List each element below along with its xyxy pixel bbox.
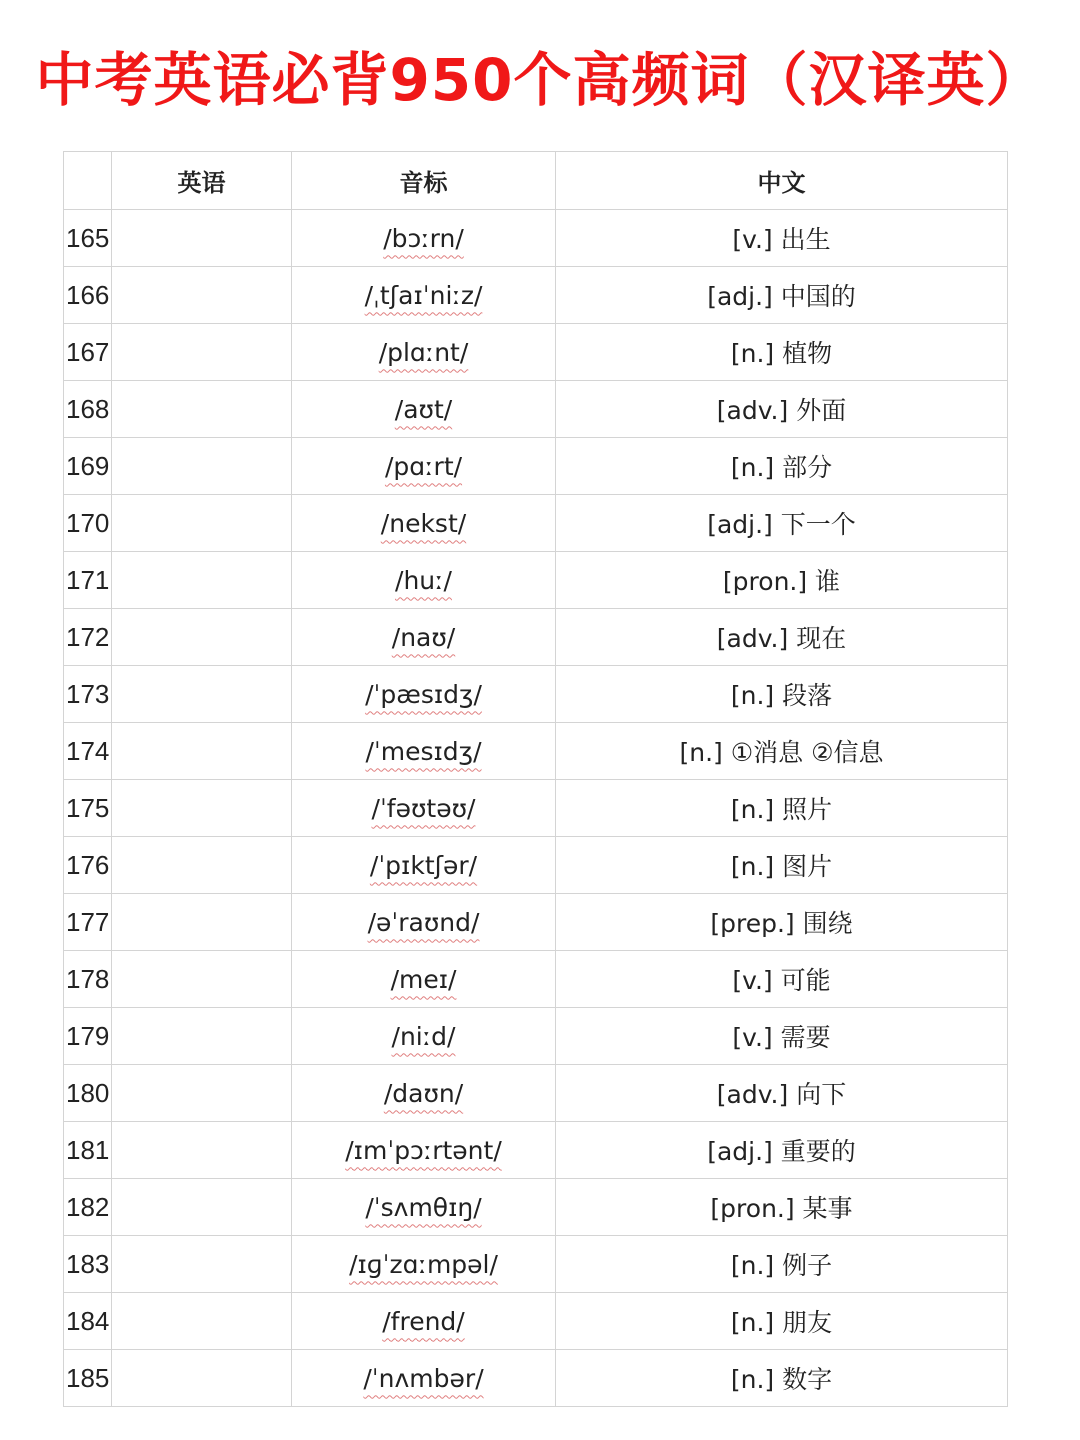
english-word-cell bbox=[112, 894, 292, 951]
phonetic-text: /nekst/ bbox=[380, 508, 467, 538]
chinese-meaning-cell bbox=[556, 1122, 1008, 1179]
phonetic-text: /pɑːrt/ bbox=[384, 451, 463, 481]
chinese-meaning-text: [v.] 出生 bbox=[732, 225, 831, 254]
phonetic-text: /daʊn/ bbox=[383, 1078, 464, 1108]
english-word-cell bbox=[112, 666, 292, 723]
phonetic-cell bbox=[292, 552, 556, 609]
chinese-meaning-text: [adj.] 中国的 bbox=[707, 282, 856, 311]
chinese-meaning-text: [adv.] 向下 bbox=[716, 1080, 847, 1109]
phonetic-cell bbox=[292, 666, 556, 723]
english-word-cell bbox=[112, 723, 292, 780]
row-number: 182 bbox=[64, 1179, 112, 1236]
phonetic-cell bbox=[292, 894, 556, 951]
table-row bbox=[64, 837, 1008, 894]
table-row bbox=[64, 552, 1008, 609]
phonetic-cell bbox=[292, 609, 556, 666]
row-number: 180 bbox=[64, 1065, 112, 1122]
row-number: 173 bbox=[64, 666, 112, 723]
english-word-cell bbox=[112, 1179, 292, 1236]
phonetic-cell bbox=[292, 1293, 556, 1350]
chinese-meaning-cell bbox=[556, 1293, 1008, 1350]
chinese-meaning-text: [prep.] 围绕 bbox=[710, 909, 853, 938]
phonetic-text: /ɪmˈpɔːrtənt/ bbox=[345, 1135, 502, 1165]
table-row bbox=[64, 1122, 1008, 1179]
phonetic-text: /ˈfəʊtəʊ/ bbox=[371, 793, 476, 823]
phonetic-text: /meɪ/ bbox=[390, 964, 457, 994]
phonetic-cell bbox=[292, 381, 556, 438]
phonetic-cell bbox=[292, 723, 556, 780]
row-number: 169 bbox=[64, 438, 112, 495]
english-word-cell bbox=[112, 1293, 292, 1350]
english-word-cell bbox=[112, 609, 292, 666]
row-number: 171 bbox=[64, 552, 112, 609]
chinese-meaning-cell bbox=[556, 1008, 1008, 1065]
chinese-meaning-cell bbox=[556, 666, 1008, 723]
chinese-meaning-cell bbox=[556, 210, 1008, 267]
chinese-meaning-text: [pron.] 某事 bbox=[710, 1194, 853, 1223]
chinese-meaning-cell bbox=[556, 552, 1008, 609]
table-row bbox=[64, 210, 1008, 267]
row-number: 166 bbox=[64, 267, 112, 324]
table-row bbox=[64, 1293, 1008, 1350]
header-number bbox=[64, 152, 112, 210]
table-row bbox=[64, 666, 1008, 723]
english-word-cell bbox=[112, 837, 292, 894]
phonetic-cell bbox=[292, 837, 556, 894]
phonetic-text: /niːd/ bbox=[391, 1021, 456, 1051]
english-word-cell bbox=[112, 780, 292, 837]
chinese-meaning-text: [adv.] 外面 bbox=[716, 396, 847, 425]
phonetic-text: /frend/ bbox=[382, 1306, 465, 1336]
chinese-meaning-text: [n.] 部分 bbox=[730, 453, 833, 482]
phonetic-cell bbox=[292, 780, 556, 837]
table-row bbox=[64, 780, 1008, 837]
table-row bbox=[64, 1350, 1008, 1407]
english-word-cell bbox=[112, 1236, 292, 1293]
chinese-meaning-cell bbox=[556, 951, 1008, 1008]
header-phonetic: 音标 bbox=[292, 152, 556, 210]
table-row bbox=[64, 894, 1008, 951]
phonetic-cell bbox=[292, 1179, 556, 1236]
table-row bbox=[64, 324, 1008, 381]
chinese-meaning-text: [adj.] 重要的 bbox=[707, 1137, 856, 1166]
phonetic-cell bbox=[292, 1236, 556, 1293]
row-number: 181 bbox=[64, 1122, 112, 1179]
chinese-meaning-text: [n.] 朋友 bbox=[730, 1308, 833, 1337]
table-body bbox=[64, 210, 1008, 1407]
chinese-meaning-cell bbox=[556, 894, 1008, 951]
table-row bbox=[64, 1065, 1008, 1122]
chinese-meaning-cell bbox=[556, 1236, 1008, 1293]
phonetic-cell bbox=[292, 324, 556, 381]
chinese-meaning-text: [n.] 数字 bbox=[730, 1365, 833, 1394]
table-row bbox=[64, 609, 1008, 666]
row-number: 183 bbox=[64, 1236, 112, 1293]
chinese-meaning-text: [n.] 段落 bbox=[730, 681, 833, 710]
chinese-meaning-cell bbox=[556, 267, 1008, 324]
chinese-meaning-cell bbox=[556, 837, 1008, 894]
phonetic-text: /ˈpɪktʃər/ bbox=[369, 850, 478, 880]
phonetic-text: /ɪɡˈzɑːmpəl/ bbox=[349, 1249, 498, 1279]
chinese-meaning-text: [pron.] 谁 bbox=[722, 567, 841, 596]
chinese-meaning-cell bbox=[556, 495, 1008, 552]
phonetic-cell bbox=[292, 267, 556, 324]
row-number: 184 bbox=[64, 1293, 112, 1350]
english-word-cell bbox=[112, 1008, 292, 1065]
chinese-meaning-cell bbox=[556, 1179, 1008, 1236]
row-number: 185 bbox=[64, 1350, 112, 1407]
chinese-meaning-text: [n.] ①消息 ②信息 bbox=[679, 738, 884, 767]
english-word-cell bbox=[112, 1122, 292, 1179]
english-word-cell bbox=[112, 438, 292, 495]
chinese-meaning-cell bbox=[556, 723, 1008, 780]
english-word-cell bbox=[112, 267, 292, 324]
row-number: 168 bbox=[64, 381, 112, 438]
row-number: 170 bbox=[64, 495, 112, 552]
english-word-cell bbox=[112, 324, 292, 381]
phonetic-text: /huː/ bbox=[395, 565, 452, 595]
chinese-meaning-text: [n.] 例子 bbox=[730, 1251, 833, 1280]
english-word-cell bbox=[112, 210, 292, 267]
phonetic-cell bbox=[292, 1350, 556, 1407]
table-header-row bbox=[64, 152, 1008, 210]
english-word-cell bbox=[112, 495, 292, 552]
table-row bbox=[64, 438, 1008, 495]
table-row bbox=[64, 951, 1008, 1008]
chinese-meaning-cell bbox=[556, 609, 1008, 666]
english-word-cell bbox=[112, 1350, 292, 1407]
chinese-meaning-cell bbox=[556, 324, 1008, 381]
chinese-meaning-cell bbox=[556, 1065, 1008, 1122]
chinese-meaning-text: [v.] 需要 bbox=[732, 1023, 831, 1052]
vocabulary-table bbox=[63, 151, 1008, 1407]
chinese-meaning-text: [adv.] 现在 bbox=[716, 624, 847, 653]
row-number: 174 bbox=[64, 723, 112, 780]
header-english: 英语 bbox=[112, 152, 292, 210]
phonetic-text: /ˈsʌmθɪŋ/ bbox=[365, 1192, 482, 1222]
phonetic-cell bbox=[292, 951, 556, 1008]
phonetic-cell bbox=[292, 1008, 556, 1065]
phonetic-text: /ˈnʌmbər/ bbox=[363, 1363, 484, 1393]
phonetic-text: /aʊt/ bbox=[394, 394, 453, 424]
phonetic-text: /naʊ/ bbox=[391, 622, 456, 652]
english-word-cell bbox=[112, 951, 292, 1008]
header-chinese: 中文 bbox=[556, 152, 1008, 210]
chinese-meaning-text: [n.] 植物 bbox=[730, 339, 833, 368]
phonetic-cell bbox=[292, 1122, 556, 1179]
phonetic-cell bbox=[292, 438, 556, 495]
chinese-meaning-cell bbox=[556, 780, 1008, 837]
table-row bbox=[64, 1179, 1008, 1236]
english-word-cell bbox=[112, 552, 292, 609]
row-number: 175 bbox=[64, 780, 112, 837]
row-number: 178 bbox=[64, 951, 112, 1008]
english-word-cell bbox=[112, 1065, 292, 1122]
chinese-meaning-text: [v.] 可能 bbox=[732, 966, 831, 995]
phonetic-cell bbox=[292, 495, 556, 552]
table-row bbox=[64, 381, 1008, 438]
phonetic-cell bbox=[292, 210, 556, 267]
chinese-meaning-cell bbox=[556, 1350, 1008, 1407]
phonetic-text: /ˈmesɪdʒ/ bbox=[365, 736, 482, 766]
table-row bbox=[64, 495, 1008, 552]
phonetic-text: /əˈraʊnd/ bbox=[367, 907, 480, 937]
table-row bbox=[64, 1008, 1008, 1065]
row-number: 167 bbox=[64, 324, 112, 381]
chinese-meaning-text: [n.] 图片 bbox=[730, 852, 833, 881]
row-number: 179 bbox=[64, 1008, 112, 1065]
phonetic-text: /plɑːnt/ bbox=[378, 337, 469, 367]
phonetic-cell bbox=[292, 1065, 556, 1122]
row-number: 176 bbox=[64, 837, 112, 894]
row-number: 177 bbox=[64, 894, 112, 951]
row-number: 165 bbox=[64, 210, 112, 267]
phonetic-text: /ˈpæsɪdʒ/ bbox=[365, 679, 482, 709]
chinese-meaning-cell bbox=[556, 438, 1008, 495]
table-row bbox=[64, 267, 1008, 324]
phonetic-text: /bɔːrn/ bbox=[383, 223, 464, 253]
table-row bbox=[64, 1236, 1008, 1293]
page-title: 中考英语必背950个高频词（汉译英） bbox=[35, 46, 1045, 114]
chinese-meaning-text: [adj.] 下一个 bbox=[707, 510, 856, 539]
row-number: 172 bbox=[64, 609, 112, 666]
english-word-cell bbox=[112, 381, 292, 438]
chinese-meaning-cell bbox=[556, 381, 1008, 438]
chinese-meaning-text: [n.] 照片 bbox=[730, 795, 833, 824]
table-row bbox=[64, 723, 1008, 780]
phonetic-text: /ˌtʃaɪˈniːz/ bbox=[364, 280, 483, 310]
